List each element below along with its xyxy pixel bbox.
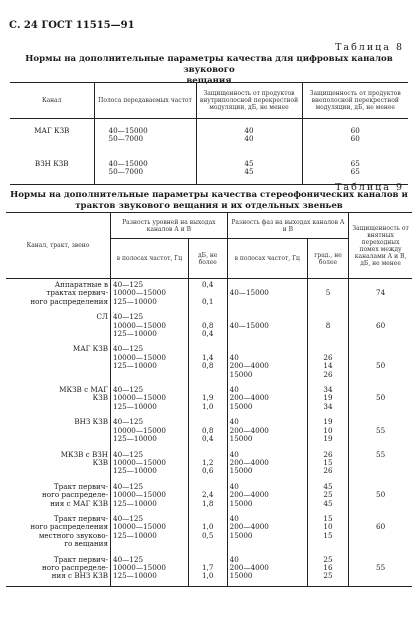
table9-levels-band-line: 125—10000 [113, 401, 157, 411]
table8-col-channel: Канал [41, 97, 62, 104]
table9-levels-db-line: 0,4 [201, 280, 214, 289]
table9-col-protect: Защищенность от внятных переходных помех между каналами А и В, дБ, не менее [349, 213, 412, 279]
table9-levels-band-line: 40—125 [113, 417, 144, 427]
table9-channel-name-line: МАГ КЗВ [72, 344, 108, 354]
table9-col-levels: Разность уровней на выходах каналов А и В [111, 213, 228, 239]
table9-protect-line: 74 [376, 288, 386, 298]
table9-channel-name [6, 513, 111, 554]
table9-phase-band [227, 384, 307, 416]
table9-title-line2: трактов звукового вещания и их отдельных звеньев [75, 201, 343, 211]
table8-band-line: 50—7000 [108, 134, 144, 144]
table9-channel-name-line: СЛ [96, 312, 108, 322]
table9-phase-deg-line: 19 [323, 393, 333, 403]
table9-levels-band-line: 10000—15000 [113, 352, 166, 362]
table9-row [6, 416, 412, 448]
table9-channel-name [6, 416, 111, 448]
table9-protect [349, 554, 412, 587]
table9-phase-deg-line: 16 [323, 562, 333, 572]
table9-phase-deg [307, 416, 348, 448]
table9-phase-deg-line: 26 [323, 352, 333, 362]
table9-row [6, 343, 412, 384]
table9-levels-db-line: 0,1 [201, 296, 214, 306]
table9-channel-name-line: Тракт первич- [53, 513, 108, 523]
table9-levels-db [188, 416, 227, 448]
table9-phase-deg-line: 45 [323, 498, 333, 508]
table9-phase-band-line: 40 [229, 352, 239, 362]
table9-title [6, 190, 412, 212]
table8-band [94, 119, 196, 152]
table9-phase-band-line: 200—4000 [229, 457, 269, 467]
table8-outband [302, 152, 408, 185]
table9-channel-name-line: трактах первич- [46, 288, 108, 298]
table9-levels-band-line: 125—10000 [113, 571, 157, 581]
table9-phase-band-line: 200—4000 [229, 393, 269, 403]
table9-channel-name-line: КЗВ [92, 457, 108, 467]
table9-phase-deg-line: 19 [323, 417, 333, 427]
table8-band-line: 40—15000 [108, 158, 148, 168]
table9-channel-name-line: ного распределе- [42, 490, 108, 500]
table8-inband [196, 152, 302, 185]
table9-levels-band-line: 125—10000 [113, 530, 157, 540]
table9-phase-deg-line: 15 [323, 530, 333, 540]
table9-phase-band-line: 15000 [229, 498, 253, 508]
table9-protect [349, 384, 412, 416]
table9-phase-deg [307, 449, 348, 481]
table9-channel-name [6, 279, 111, 312]
table9-levels-band [111, 513, 189, 554]
table9-channel-name-line: Тракт первич- [53, 554, 108, 564]
table9-phase-band-line: 15000 [229, 369, 253, 379]
table8-col-band: Полоса передаваемых частот [94, 83, 196, 119]
table9-phase-deg-line: 25 [323, 554, 333, 564]
table9-phase-band [227, 279, 307, 312]
table9-channel-name-line: Тракт первич- [53, 481, 108, 491]
table9-channel-name-line: Аппаратные в [54, 280, 108, 289]
table9-phase-band-line: 40 [229, 449, 239, 459]
table9-phase-deg-line: 45 [323, 481, 333, 491]
table9-levels-db [188, 449, 227, 481]
table8-outband-line: 65 [350, 158, 360, 168]
table9-channel-name-line: КЗВ [92, 393, 108, 403]
table9-levels-db-line: 0,4 [201, 434, 214, 444]
table9-phase-band-line: 200—4000 [229, 522, 269, 532]
table8-channel-name: ВЗН КЗВ [34, 158, 69, 168]
table8-inband-line: 40 [244, 126, 254, 135]
table9-levels-band-line: 10000—15000 [113, 393, 166, 403]
table9-levels-db-line: 0,8 [201, 320, 214, 330]
table9-phase-band-line: 40 [229, 385, 239, 395]
table9-channel-name-line: ния с ВНЗ КЗВ [51, 571, 108, 581]
table9-phase-deg-line: 14 [323, 361, 333, 371]
table9-levels-band [111, 279, 189, 312]
table9-phase-deg [307, 554, 348, 587]
table9-levels-band-line: 125—10000 [113, 296, 157, 306]
table9-levels-band-line: 40—125 [113, 344, 144, 354]
table9-levels-band [111, 554, 189, 587]
table9-levels-band [111, 384, 189, 416]
table8-row [10, 152, 408, 185]
table9-phase-deg-line: 10 [323, 425, 333, 435]
table9-phase-band-line: 40—15000 [229, 320, 269, 330]
table9-levels-band-line: 10000—15000 [113, 288, 166, 298]
table8-title-line2: вещания [186, 76, 232, 86]
table9-col-phase-band: в полосах частот, Гц [227, 239, 307, 279]
table8-band-line: 50—7000 [108, 166, 144, 176]
table9-phase-band-line: 15000 [229, 466, 253, 476]
table9-levels-db-line: 0,6 [201, 466, 214, 476]
table9-title-line1: Нормы на дополнительные параметры качества стереофонических каналов и [10, 190, 408, 200]
table9-levels-band-line: 40—125 [113, 280, 144, 289]
table9-levels-band-line: 40—125 [113, 554, 144, 564]
table9-protect [349, 416, 412, 448]
table9-phase-band-line: 200—4000 [229, 425, 269, 435]
table9-phase-band-line: 40—15000 [229, 288, 269, 298]
table9-phase-band-line: 40 [229, 417, 239, 427]
table9-levels-band-line: 10000—15000 [113, 320, 166, 330]
table8-title-line1: Нормы на дополнительные параметры качества для цифровых каналов звукового [25, 54, 393, 75]
table9-phase-band-line: 200—4000 [229, 562, 269, 572]
table9-row [6, 554, 412, 587]
table9-protect-line [351, 345, 410, 353]
table9-col-levels-db: дБ, не более [188, 239, 227, 279]
table9-levels-db-line: 0,4 [201, 329, 214, 339]
table9-phase-band [227, 416, 307, 448]
table9-phase-deg-line: 26 [323, 369, 333, 379]
table9-channel-name [6, 481, 111, 513]
table9-phase-deg-line: 5 [325, 288, 331, 298]
table9-col-phase-deg: град., не более [307, 239, 348, 279]
table9-channel-name-line: ного распределе- [42, 562, 108, 572]
table9-levels-band-line: 125—10000 [113, 466, 157, 476]
table9-phase-deg-line: 26 [323, 466, 333, 476]
page-header: С. 24 ГОСТ 11515—91 [9, 20, 135, 31]
table9-channel-name [6, 449, 111, 481]
table9-col-channel: Канал, тракт, звено [26, 242, 90, 249]
table9-protect [349, 343, 412, 384]
table9-levels-band-line: 40—125 [113, 513, 144, 523]
table9-phase-deg-line: 34 [323, 385, 333, 395]
table9-levels-db [188, 384, 227, 416]
table9-phase-deg [307, 279, 348, 312]
table9-levels-band-line: 40—125 [113, 449, 144, 459]
table9-protect-line: 55 [376, 562, 386, 572]
table9-row [6, 481, 412, 513]
table9-protect [349, 481, 412, 513]
table9-phase-deg-line: 8 [325, 320, 331, 330]
table9-levels-band [111, 343, 189, 384]
table9-phase-band-line: 40 [229, 481, 239, 491]
table9-channel-name-line: ния с МАГ КЗВ [50, 498, 108, 508]
table9-protect [349, 513, 412, 554]
table9-levels-band-line: 40—125 [113, 312, 144, 322]
table9-levels-db-line: 1,7 [201, 562, 214, 572]
table9-row [6, 513, 412, 554]
table9-protect-line: 60 [376, 320, 386, 330]
table9-phase-deg [307, 311, 348, 343]
table9-channel-name-line: ного распределения [30, 296, 108, 306]
table9-levels-db [188, 279, 227, 312]
table9-protect-line: 60 [376, 522, 386, 532]
table8-band [94, 152, 196, 185]
table9-levels-band-line: 125—10000 [113, 498, 157, 508]
table8-inband-line: 45 [244, 158, 254, 168]
table9-phase-band-line: 40 [229, 554, 239, 564]
table9-levels-band-line: 10000—15000 [113, 457, 166, 467]
table9-levels-db-line: 1,0 [201, 401, 214, 411]
table9-row [6, 384, 412, 416]
table9-levels-band [111, 311, 189, 343]
table8-channel-name: МАГ КЗВ [34, 126, 70, 135]
table9-phase-deg-line: 25 [323, 571, 333, 581]
table9-levels-db-line: 1,8 [201, 498, 214, 508]
table9-col-phase: Разность фаз на выходах каналов А и В [227, 213, 349, 239]
table9-channel-name [6, 384, 111, 416]
table8-inband [196, 119, 302, 152]
table9-phase-deg [307, 343, 348, 384]
table9-protect [349, 449, 412, 481]
table9-levels-band-line: 10000—15000 [113, 490, 166, 500]
table8-outband-line: 65 [350, 166, 360, 176]
table9-levels-db [188, 513, 227, 554]
table9-levels-band-line: 40—125 [113, 385, 144, 395]
table9-levels-band [111, 449, 189, 481]
table9-phase-deg-line: 15 [323, 513, 333, 523]
table9-row [6, 311, 412, 343]
table9-protect-line: 50 [376, 393, 386, 403]
table9-levels-band-line: 10000—15000 [113, 522, 166, 532]
table9-channel-name-line: ного распределения [30, 522, 108, 532]
table8-band-line: 40—15000 [108, 126, 148, 135]
table9-phase-band [227, 343, 307, 384]
table9-phase-deg [307, 513, 348, 554]
table8-col-outband: Защищенность от продуктов внеполосной перекрестной модуляции, дБ, не менее [302, 83, 408, 119]
table9-levels-db [188, 554, 227, 587]
table8-outband-line: 60 [350, 126, 360, 135]
table9-phase-deg-line: 15 [323, 457, 333, 467]
table9-protect-line: 55 [376, 425, 386, 435]
table9-channel-name-line: местного звуково- [38, 530, 108, 540]
table9-phase-deg-line: 25 [323, 490, 333, 500]
table9-phase-band [227, 449, 307, 481]
table9-protect-line: 50 [376, 490, 386, 500]
table9-phase-band-line: 15000 [229, 401, 253, 411]
table9-levels-db [188, 343, 227, 384]
table9-phase-deg-line: 19 [323, 434, 333, 444]
table9-protect [349, 279, 412, 312]
table9-levels-db [188, 311, 227, 343]
table8-inband-line: 45 [244, 166, 254, 176]
table9-phase-band [227, 554, 307, 587]
table9-levels-band [111, 416, 189, 448]
table9-levels-band-line: 10000—15000 [113, 562, 166, 572]
table9-label: Таблица 9 [335, 182, 404, 193]
table9 [6, 212, 412, 587]
table9-levels-band-line: 125—10000 [113, 329, 157, 339]
table9-channel-name-line: МКЗВ с МАГ [59, 385, 108, 395]
table9-protect [349, 311, 412, 343]
table8-outband-line: 60 [350, 134, 360, 144]
table9-phase-deg [307, 384, 348, 416]
table8-inband-line: 40 [244, 134, 254, 144]
table9-levels-db-line: 1,4 [201, 352, 214, 362]
table8-row [10, 119, 408, 152]
table9-phase-band-line: 15000 [229, 434, 253, 444]
table9-levels-db-line: 1,0 [201, 571, 214, 581]
table9-phase-band [227, 311, 307, 343]
table9-levels-db-line: 1,0 [201, 522, 214, 532]
table9-levels-db-line: 0,8 [201, 425, 214, 435]
table9-channel-name [6, 311, 111, 343]
table9-levels-band-line: 40—125 [113, 481, 144, 491]
table9-levels-db-line: 1,9 [201, 393, 214, 403]
table8-col-inband: Защищенность от продуктов внутриполосной перекрестной модуляции, дБ, не менее [196, 83, 302, 119]
table9-phase-deg-line: 26 [323, 449, 333, 459]
table9-channel-name-line: ВНЗ КЗВ [74, 417, 108, 427]
table9-channel-name-line: МКЗВ с ВЗН [60, 449, 108, 459]
table9-channel-name [6, 343, 111, 384]
table9-phase-deg-line: 34 [323, 401, 333, 411]
table9-phase-band-line: 200—4000 [229, 361, 269, 371]
table9-levels-db-line: 2,4 [201, 490, 214, 500]
table9-protect-line: 55 [376, 449, 386, 459]
table9-phase-deg [307, 481, 348, 513]
table9-levels-db-line: 0,8 [201, 361, 214, 371]
table9-phase-band-line [230, 345, 305, 353]
table9-protect-line: 50 [376, 361, 386, 371]
table9-row [6, 279, 412, 312]
table9-phase-deg-line: 10 [323, 522, 333, 532]
table9-phase-band [227, 481, 307, 513]
table9-phase-band-line: 15000 [229, 530, 253, 540]
table9-levels-band-line: 125—10000 [113, 361, 157, 371]
table8-outband [302, 119, 408, 152]
table9-channel-name-line: го вещания [64, 539, 108, 549]
table8 [10, 82, 408, 185]
table9-levels-db [188, 481, 227, 513]
table8-label: Таблица 8 [335, 42, 404, 53]
table9-levels-band-line: 10000—15000 [113, 425, 166, 435]
table9-phase-band-line: 40 [229, 513, 239, 523]
table9-levels-db-line: 1,2 [201, 457, 214, 467]
table9-levels-band [111, 481, 189, 513]
table9-levels-band-line: 125—10000 [113, 434, 157, 444]
table9-col-levels-band: в полосах частот, Гц [111, 239, 189, 279]
table9-phase-band [227, 513, 307, 554]
table9-channel-name [6, 554, 111, 587]
table9-phase-band-line: 15000 [229, 571, 253, 581]
table9-row [6, 449, 412, 481]
table9-phase-band-line: 200—4000 [229, 490, 269, 500]
table9-levels-db-line: 0,5 [201, 530, 214, 540]
